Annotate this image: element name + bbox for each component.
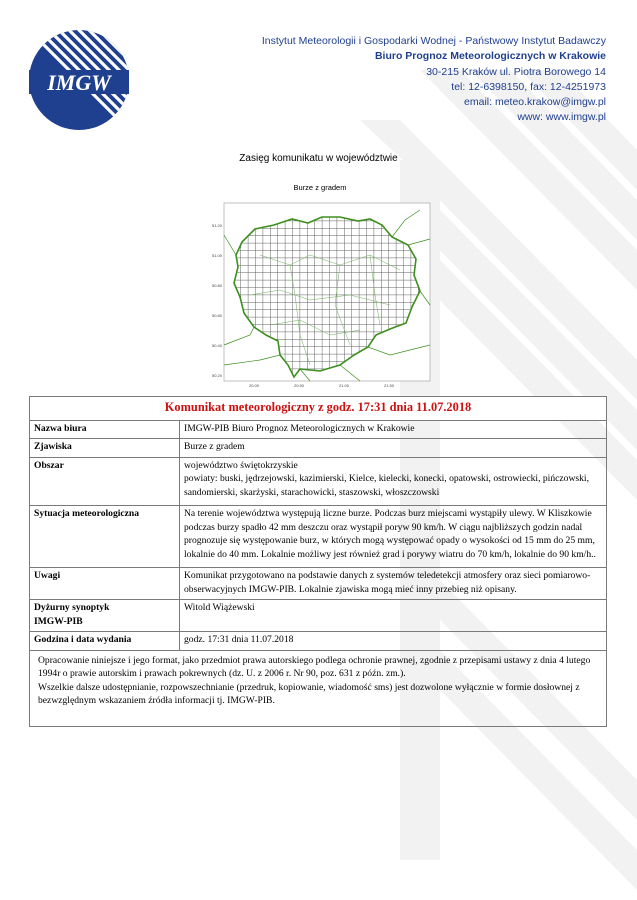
x-tick: 21.00 [338,383,350,388]
office-www[interactable]: www: www.imgw.pl [517,111,606,124]
row-label-issued: Godzina i data wydania [30,632,180,651]
copyright-footer [30,650,607,726]
row-label-phenomenon: Zjawiska [30,439,180,458]
forecaster-label-line1: Dyżurny synoptyk [34,602,110,613]
x-tick: 20.50 [293,383,305,388]
y-tick: 50.80 [211,283,222,288]
row-value-office: IMGW-PIB Biuro Prognoz Meteorologicznych w Krakowie [180,420,607,439]
logo-text: IMGW [47,70,111,95]
imgw-logo-icon [27,28,131,132]
row-value-area [180,457,607,506]
table-row [30,632,607,651]
row-value-forecaster: Witold Wiążewski [180,600,607,632]
table-row [30,439,607,458]
x-tick: 20.00 [248,383,260,388]
y-tick: 50.20 [211,373,222,378]
row-value-remarks: Komunikat przygotowano na podstawie danych z systemów teledetekcji atmosfery oraz sieci pomiarowo-obserwacyjnych IMGW-PIB. Lokalnie zjawiska mogą mieć inny przebieg niż opisany. [180,568,607,600]
office-phone: tel: 12-6398150, fax: 12-4251973 [451,80,606,93]
row-label-situation: Sytuacja meteorologiczna [30,506,180,568]
report-title: Komunikat meteorologiczny z godz. 17:31 dnia 11.07.2018 [30,397,607,421]
report-table [29,396,607,727]
table-row [30,600,607,632]
map-caption: Zasięg komunikatu w województwie [239,153,398,164]
row-label-office: Nazwa biura [30,420,180,439]
row-label-remarks: Uwagi [30,568,180,600]
table-row [30,506,607,568]
copyright-para-2: Wszelkie dalsze udostępnianie, rozpowszechnianie (przedruk, kopiowanie, wiadomość sms) jest dozwolone wyłącznie w formie dosłownej z bezwzględnym wskazaniem źródła informacji tj. IMGW-PIB. [38,681,580,706]
row-value-issued: godz. 17:31 dnia 11.07.2018 [180,632,607,651]
office-address: 30-215 Kraków ul. Piotra Borowego 14 [426,65,606,78]
header-contact [186,34,606,126]
row-label-forecaster [30,600,180,632]
office-email[interactable]: email: meteo.krakow@imgw.pl [464,96,606,109]
table-row [30,457,607,506]
y-tick: 51.00 [211,253,222,258]
institute-name: Instytut Meteorologii i Gospodarki Wodnej - Państwowy Instytut Badawczy [261,35,606,47]
y-tick: 51.20 [211,223,222,228]
row-value-phenomenon: Burze z gradem [180,439,607,458]
y-tick: 50.60 [211,313,222,318]
map-title: Burze z gradem [293,183,347,192]
copyright-para-1: Opracowanie niniejsze i jego format, jako przedmiot prawa autorskiego podlega ochronie prawnej, zgodnie z przepisami ustawy z dnia 4 lutego 1994r o prawie autorskim i prawach pokrewnych (dz. U. z 2006 r. Nr 90, poz. 631 z późn. zm.). [38,654,591,679]
area-voivodeship: województwo świętokrzyskie [184,459,298,471]
warning-area-map [200,195,440,395]
area-counties: powiaty: buski, jędrzejowski, kazimierski, Kielce, kielecki, konecki, opatowski, ostrowiecki, pińczowski, sandomierski, skarżyski, starachowicki, staszowski, włoszczowski [184,473,589,498]
row-label-area: Obszar [30,457,180,506]
row-value-situation: Na terenie województwa występują liczne burze. Podczas burz miejscami wystąpiły ulewy. W Kliszkowie podczas burzy spadło 42 mm deszczu oraz wystąpił poryw 90 km/h. W ciągu najbliższych godzin nadal prognozuje się występowanie burz, w których mogą występować opady o wysokości od 15 mm do 25 mm, lokalnie do 40 mm. Lokalnie możliwy jest również grad i porywy wiatru do 70 km/h, lokalnie do 90 km/h.. [180,506,607,568]
x-tick: 21.50 [383,383,395,388]
table-row [30,420,607,439]
office-name: Biuro Prognoz Meteorologicznych w Krakowie [374,50,606,63]
table-row [30,650,607,726]
table-row [30,568,607,600]
y-tick: 50.40 [211,343,222,348]
forecaster-label-line2: IMGW-PIB [34,615,83,627]
